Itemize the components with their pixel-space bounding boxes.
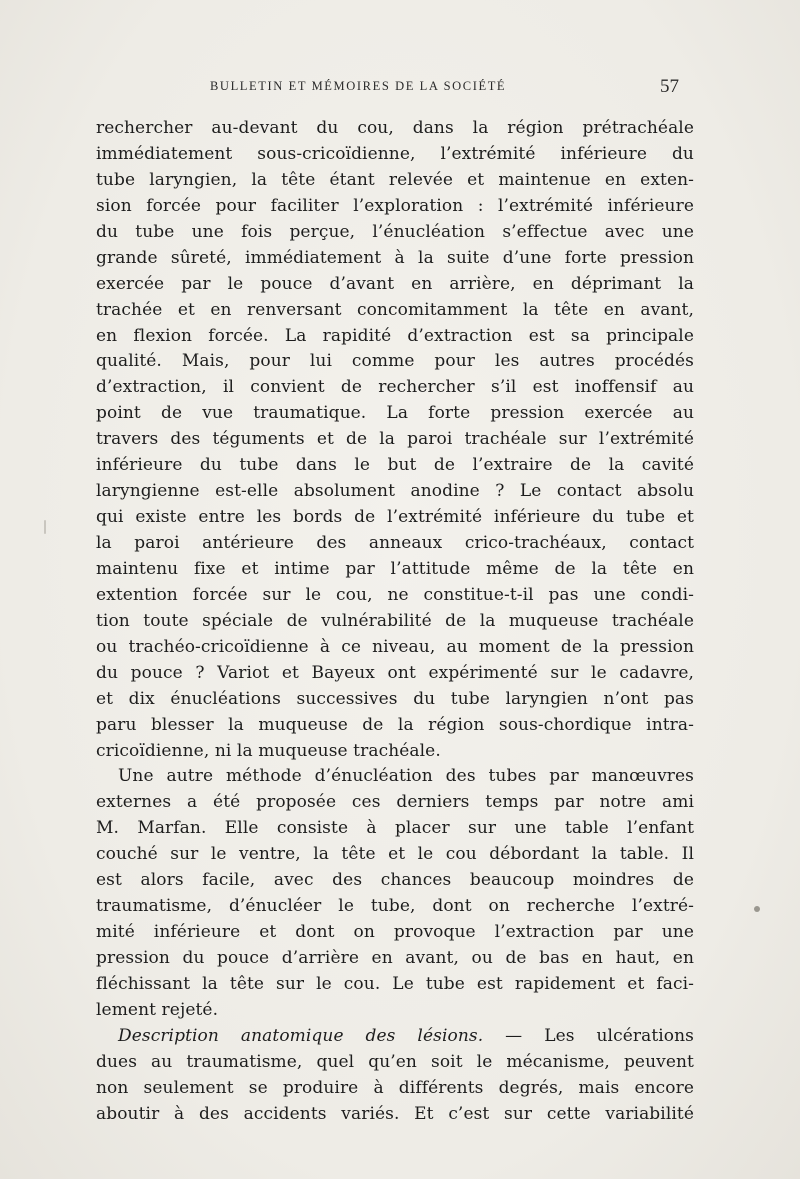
- section-heading-line: [96, 1024, 694, 1050]
- text-line: fléchissant la tête sur le cou. Le tube est rapidement et faci-: [96, 973, 694, 994]
- body-text: [96, 116, 694, 1128]
- text-line: qualité. Mais, pour lui comme pour les autres procédés: [96, 351, 694, 372]
- text-line: pression du pouce d’arrière en avant, ou de bas en haut, en: [96, 948, 694, 968]
- text-line: lement rejeté.: [96, 999, 219, 1020]
- running-header: BULLETIN ET MÉMOIRES DE LA SOCIÉTÉ: [210, 79, 507, 93]
- text-line: laryngienne est-elle absolument anodine ? Le contact absolu: [96, 481, 694, 502]
- text-line: travers des téguments et de la paroi trachéale sur l’extrémité: [96, 429, 694, 450]
- text-line: point de vue traumatique. La forte pression exercée au: [96, 403, 694, 424]
- text-line: extention forcée sur le cou, ne constitue-t-il pas une condi-: [96, 584, 694, 605]
- text-line: la paroi antérieure des anneaux crico-trachéaux, contact: [96, 533, 694, 553]
- heading-dash: —: [483, 1025, 545, 1046]
- text-line: tube laryngien, la tête étant relevée et maintenue en exten-: [96, 169, 694, 190]
- text-line: paru blesser la muqueuse de la région sous-chordique intra-: [96, 714, 694, 735]
- text-line: inférieure du tube dans le but de l’extraire de la cavité: [96, 455, 694, 476]
- text-line: couché sur le ventre, la tête et le cou débordant la table. Il: [96, 844, 694, 865]
- text-line: maintenu fixe et intime par l’attitude même de la tête en: [96, 558, 694, 579]
- text-line: dues au traumatisme, quel qu’en soit le mécanisme, peuvent: [96, 1051, 694, 1072]
- text-line: d’extraction, il convient de rechercher s’il est inoffensif au: [96, 377, 694, 398]
- text-line: tion toute spéciale de vulnérabilité de la muqueuse trachéale: [96, 610, 694, 631]
- text-line: est alors facile, avec des chances beaucoup moindres de: [96, 870, 694, 891]
- paper-speck: [44, 520, 46, 534]
- paper-speck: [754, 906, 760, 912]
- text-line: et dix énucléations successives du tube laryngien n’ont pas: [96, 688, 694, 709]
- text-line: cricoïdienne, ni la muqueuse trachéale.: [96, 740, 441, 761]
- text-line: ou trachéo-cricoïdienne à ce niveau, au moment de la pression: [96, 636, 694, 657]
- text-line: aboutir à des accidents variés. Et c’est sur cette variabilité: [96, 1103, 694, 1124]
- text-line: rechercher au-devant du cou, dans la région prétrachéale: [96, 118, 694, 138]
- page-number: 57: [660, 76, 679, 97]
- text-line: qui existe entre les bords de l’extrémité inférieure du tube et: [96, 507, 694, 528]
- text-line: grande sûreté, immédiatement à la suite d’une forte pression: [96, 247, 694, 268]
- text-line: exercée par le pouce d’avant en arrière, en déprimant la: [96, 273, 694, 294]
- text-line: M. Marfan. Elle consiste à placer sur une table l’enfant: [96, 818, 694, 839]
- text-line: externes a été proposée ces derniers temps par notre ami: [96, 792, 694, 813]
- text-line: traumatisme, d’énucléer le tube, dont on recherche l’extré-: [96, 896, 694, 917]
- text-line: mité inférieure et dont on provoque l’extraction par une: [96, 922, 694, 943]
- text-line: du tube une fois perçue, l’énucléation s’effectue avec une: [96, 221, 694, 242]
- text-line: immédiatement sous-cricoïdienne, l’extrémité inférieure du: [96, 143, 694, 164]
- text-line: en flexion forcée. La rapidité d’extraction est sa principale: [96, 325, 694, 346]
- text-line: trachée et en renversant concomitamment la tête en avant,: [96, 299, 694, 320]
- text-line: du pouce ? Variot et Bayeux ont expérimenté sur le cadavre,: [96, 662, 694, 683]
- text-line: non seulement se produire à différents degrés, mais encore: [96, 1077, 694, 1098]
- paragraph-start-line: Une autre méthode d’énucléation des tubes par manœuvres: [118, 766, 694, 787]
- section-heading: Description anatomique des lésions.: [118, 1025, 484, 1046]
- heading-continuation: Les ulcérations: [544, 1025, 694, 1046]
- text-line: sion forcée pour faciliter l’exploration : l’extrémité inférieure: [96, 195, 694, 216]
